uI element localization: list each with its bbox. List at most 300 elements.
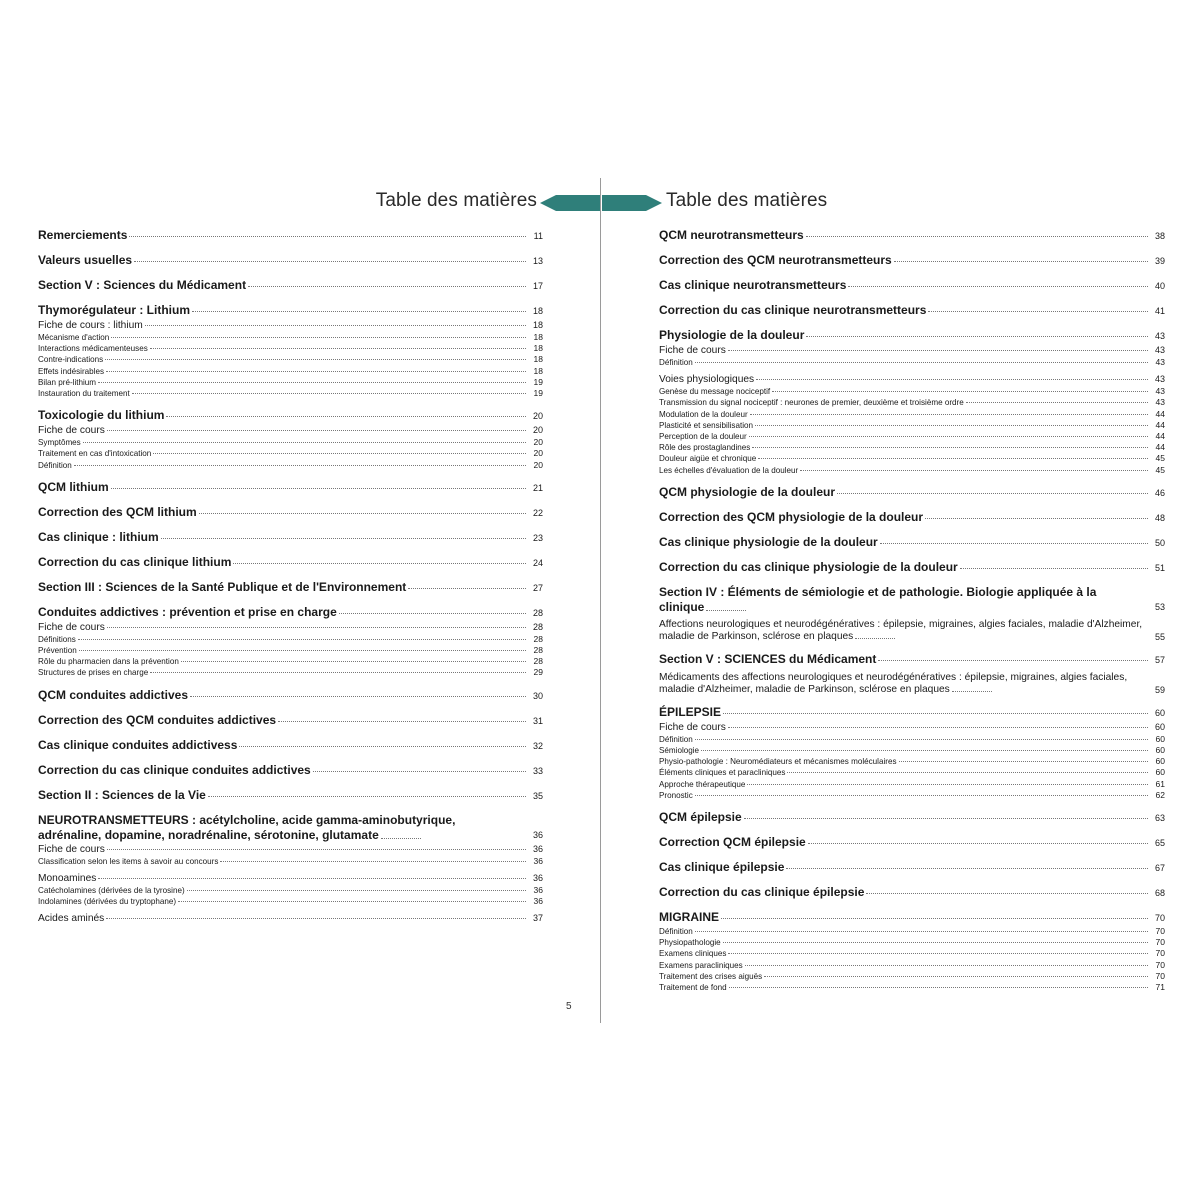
toc-entry[interactable] xyxy=(38,580,543,596)
toc-entry[interactable] xyxy=(659,228,1165,244)
dot-leader xyxy=(878,660,1148,661)
toc-entry-title: Cas clinique conduites addictivess xyxy=(38,737,238,752)
toc-entry-title: Fiche de cours xyxy=(38,843,105,855)
dot-leader xyxy=(728,350,1148,351)
toc-page-number: 32 xyxy=(532,740,543,751)
toc-entry[interactable] xyxy=(659,453,1165,464)
toc-entry[interactable] xyxy=(38,912,543,925)
toc-entry-title: Contre-indications xyxy=(38,355,104,365)
dot-leader xyxy=(728,727,1148,728)
toc-entry-line xyxy=(659,756,1165,767)
toc-entry[interactable] xyxy=(659,937,1165,948)
toc-entry[interactable] xyxy=(659,535,1165,551)
toc-entry-title: Mécanisme d'action xyxy=(38,333,110,342)
toc-page-number: 20 xyxy=(533,437,543,448)
toc-entry-title: Conduites addictives : prévention et prise en charge xyxy=(38,604,337,619)
toc-entry[interactable] xyxy=(38,872,543,885)
toc-entry[interactable] xyxy=(659,835,1165,851)
dot-leader xyxy=(150,672,526,673)
toc-entry[interactable] xyxy=(38,343,543,354)
toc-entry-title: Section IV : Éléments de sémiologie et de pathologie. Biologie appliquée à la clinique xyxy=(659,584,1097,614)
toc-page-number: 71 xyxy=(1155,982,1165,993)
toc-entry[interactable] xyxy=(659,926,1165,937)
toc-entry-title: Correction du cas clinique lithium xyxy=(38,554,232,569)
toc-page-number: 70 xyxy=(1154,913,1165,924)
toc-entry-line xyxy=(659,344,1165,357)
toc-page-number: 20 xyxy=(532,425,543,436)
toc-entry-title: Bilan pré-lithium xyxy=(38,377,97,387)
dot-leader xyxy=(150,348,526,349)
toc-entry-line xyxy=(38,856,543,867)
dot-leader xyxy=(764,976,1148,977)
toc-entry[interactable] xyxy=(659,442,1165,453)
toc-entry-title: Correction du cas clinique physiologie de la douleur xyxy=(659,559,958,574)
toc-entry[interactable] xyxy=(38,388,543,399)
dot-leader xyxy=(178,901,526,902)
toc-entry[interactable] xyxy=(659,810,1165,826)
page-title-right: Table des matières xyxy=(666,190,828,211)
toc-page-number: 44 xyxy=(1155,419,1165,430)
toc-entry-line xyxy=(38,319,543,332)
toc-entry[interactable] xyxy=(659,767,1165,778)
dot-leader xyxy=(381,838,421,839)
toc-entry[interactable] xyxy=(38,332,543,343)
toc-page-number: 51 xyxy=(1154,562,1165,573)
toc-entry-line xyxy=(659,885,1165,901)
toc-page-number: 31 xyxy=(532,715,543,726)
toc-entry-line xyxy=(38,278,543,294)
toc-entry[interactable] xyxy=(659,652,1165,668)
toc-page-number: 43 xyxy=(1155,386,1165,397)
toc-page-number: 70 xyxy=(1155,959,1165,970)
toc-entry-title: Examens cliniques xyxy=(659,949,727,959)
page-title-left: Table des matières xyxy=(375,190,537,211)
toc-entry-line xyxy=(659,948,1165,959)
toc-entry[interactable] xyxy=(38,738,543,754)
toc-entry[interactable] xyxy=(659,885,1165,901)
dot-leader xyxy=(187,890,526,891)
toc-entry-title: Correction des QCM conduites addictives xyxy=(38,712,277,727)
toc-entry[interactable] xyxy=(659,948,1165,959)
dot-leader xyxy=(199,513,526,514)
toc-entry-title: Plasticité et sensibilisation xyxy=(659,420,754,430)
dot-leader xyxy=(278,721,526,722)
gutter-divider xyxy=(600,178,601,1023)
dot-leader xyxy=(880,543,1148,544)
toc-entry[interactable] xyxy=(38,656,543,667)
dot-leader xyxy=(166,416,526,417)
toc-entry-title: Les échelles d'évaluation de la douleur xyxy=(659,465,799,475)
toc-page-number: 18 xyxy=(533,354,543,365)
dot-leader xyxy=(787,772,1148,773)
toc-entry-title: MIGRAINE xyxy=(659,910,719,925)
toc-entry-line xyxy=(659,328,1165,344)
toc-entry-title: Médicaments des affections neurologiques et neurodégénératives : épilepsie, migraines, algies faciales, maladie d'Alzheimer, maladie de Parkinson, sclérose en plaques xyxy=(659,671,1128,695)
toc-entry-title: Cas clinique physiologie de la douleur xyxy=(659,534,878,549)
toc-entry[interactable] xyxy=(38,530,543,546)
toc-entry-line xyxy=(659,510,1165,526)
dot-leader xyxy=(106,371,526,372)
toc-entry-title: Valeurs usuelles xyxy=(38,253,133,267)
toc-entry-title: QCM lithium xyxy=(38,479,109,494)
toc-entry-title: Instauration du traitement xyxy=(38,389,130,399)
toc-entry-line xyxy=(38,377,543,388)
toc-page-number: 43 xyxy=(1154,345,1165,355)
dot-leader xyxy=(723,942,1148,943)
toc-entry-line xyxy=(38,437,543,448)
toc-entry-line xyxy=(659,397,1165,408)
toc-entry[interactable] xyxy=(38,813,543,843)
dot-leader xyxy=(111,488,526,489)
dot-leader xyxy=(239,746,526,747)
toc-page-number: 21 xyxy=(532,482,543,493)
toc-entry[interactable] xyxy=(38,605,543,621)
toc-page-number: 60 xyxy=(1154,707,1165,718)
toc-entry[interactable] xyxy=(38,885,543,896)
toc-entry[interactable] xyxy=(659,465,1165,476)
toc-entry[interactable] xyxy=(659,960,1165,971)
toc-entry[interactable] xyxy=(659,672,1165,696)
toc-entry-title: Douleur aigüe et chronique xyxy=(659,454,757,464)
dot-leader xyxy=(161,538,526,539)
toc-entry-line xyxy=(38,713,543,729)
dot-leader xyxy=(107,849,526,850)
dot-leader xyxy=(728,953,1148,954)
toc-page-number: 67 xyxy=(1154,863,1165,874)
toc-entry-line xyxy=(659,619,1165,643)
toc-page-number: 60 xyxy=(1155,767,1165,778)
toc-page-number: 20 xyxy=(532,411,543,422)
toc-entry-title: Section V : SCIENCES du Médicament xyxy=(659,651,877,666)
toc-page-number: 13 xyxy=(532,256,543,266)
toc-entry-title: Traitement des crises aiguës xyxy=(659,971,763,981)
dot-leader xyxy=(83,442,526,443)
dot-leader xyxy=(153,453,526,454)
toc-entry[interactable] xyxy=(659,756,1165,767)
toc-entry[interactable] xyxy=(38,424,543,437)
toc-left-column xyxy=(38,228,543,925)
toc-entry[interactable] xyxy=(38,480,543,496)
dot-leader xyxy=(248,286,526,287)
toc-entry-title: Section II : Sciences de la Vie xyxy=(38,787,206,802)
toc-entry-line xyxy=(659,790,1165,801)
toc-page-number: 28 xyxy=(532,621,543,632)
dot-leader xyxy=(894,261,1148,262)
toc-entry[interactable] xyxy=(38,843,543,856)
toc-entry[interactable] xyxy=(38,437,543,448)
toc-entry-title: Traitement en cas d'intoxication xyxy=(38,449,152,459)
toc-page-number: 18 xyxy=(533,343,543,354)
toc-page-number: 19 xyxy=(533,376,543,387)
toc-entry-title: Physio-pathologie : Neuromédiateurs et mécanismes moléculaires xyxy=(659,757,897,767)
toc-entry[interactable] xyxy=(659,253,1165,269)
toc-page-number: 35 xyxy=(532,790,543,801)
toc-entry[interactable] xyxy=(659,705,1165,721)
toc-page-number: 28 xyxy=(532,607,543,618)
toc-entry-title: Cas clinique épilepsie xyxy=(659,860,785,875)
toc-entry-title: Section V : Sciences du Médicament xyxy=(38,278,247,292)
toc-entry-title: Fiche de cours xyxy=(659,721,726,733)
toc-page-number: 44 xyxy=(1155,442,1165,453)
dot-leader xyxy=(105,359,526,360)
dot-leader xyxy=(220,861,526,862)
toc-page-number: 43 xyxy=(1155,357,1165,367)
dot-leader xyxy=(111,337,526,338)
dot-leader xyxy=(952,691,992,692)
dot-leader xyxy=(752,447,1148,448)
toc-entry-line xyxy=(38,505,543,521)
toc-entry-title: Fiche de cours : lithium xyxy=(38,320,143,331)
dot-leader xyxy=(107,430,526,431)
toc-entry[interactable] xyxy=(38,713,543,729)
toc-entry-line xyxy=(659,910,1165,926)
toc-entry-title: Rôle du pharmacien dans la prévention xyxy=(38,657,179,667)
toc-entry[interactable] xyxy=(38,667,543,678)
toc-entry-title: QCM physiologie de la douleur xyxy=(659,484,836,499)
toc-entry-line xyxy=(659,357,1165,368)
toc-entry-title: Examens paracliniques xyxy=(659,960,743,970)
toc-entry[interactable] xyxy=(38,505,543,521)
toc-page-number: 60 xyxy=(1155,745,1165,756)
toc-entry[interactable] xyxy=(659,721,1165,734)
toc-entry-line xyxy=(38,872,543,885)
toc-page-number: 19 xyxy=(533,388,543,399)
toc-entry-title: ÉPILEPSIE xyxy=(659,704,722,719)
toc-entry-title: Pronostic xyxy=(659,790,693,800)
dot-leader xyxy=(749,436,1148,437)
toc-entry-title: Structures de prises en charge xyxy=(38,668,149,678)
toc-entry[interactable] xyxy=(38,788,543,804)
toc-page-number: 18 xyxy=(532,306,543,316)
toc-page-number: 62 xyxy=(1155,789,1165,800)
toc-entry-line xyxy=(659,253,1165,269)
toc-entry[interactable] xyxy=(38,278,543,294)
toc-page-number: 36 xyxy=(533,884,543,895)
toc-page-number: 38 xyxy=(1154,231,1165,241)
toc-page-number: 60 xyxy=(1155,756,1165,767)
dot-leader xyxy=(786,868,1148,869)
toc-page-number: 45 xyxy=(1155,453,1165,464)
toc-entry-title: Traitement de fond xyxy=(659,983,727,993)
toc-entry-line xyxy=(38,460,543,471)
toc-entry[interactable] xyxy=(659,971,1165,982)
dot-leader xyxy=(339,613,526,614)
toc-entry[interactable] xyxy=(38,319,543,332)
dot-leader xyxy=(98,382,526,383)
dot-leader xyxy=(960,568,1148,569)
toc-entry[interactable] xyxy=(659,585,1165,615)
dot-leader xyxy=(701,750,1148,751)
toc-entry[interactable] xyxy=(38,377,543,388)
dot-leader xyxy=(107,627,526,628)
toc-entry-line xyxy=(659,960,1165,971)
dot-leader xyxy=(747,784,1148,785)
toc-entry-line xyxy=(38,912,543,925)
toc-entry-line xyxy=(659,585,1165,615)
toc-page-number: 37 xyxy=(532,913,543,924)
toc-page-number: 36 xyxy=(533,855,543,866)
toc-page-number: 36 xyxy=(533,896,543,907)
toc-entry[interactable] xyxy=(38,253,543,269)
dot-leader xyxy=(74,465,526,466)
toc-entry-line xyxy=(659,652,1165,668)
toc-entry[interactable] xyxy=(659,910,1165,926)
toc-entry-line xyxy=(659,485,1165,501)
toc-entry[interactable] xyxy=(659,397,1165,408)
toc-page-number: 20 xyxy=(533,459,543,470)
toc-entry[interactable] xyxy=(38,621,543,634)
toc-entry[interactable] xyxy=(659,420,1165,431)
toc-entry-title: Correction du cas clinique neurotransmetteurs xyxy=(659,303,927,317)
toc-entry[interactable] xyxy=(659,386,1165,397)
toc-entry-title: Correction des QCM physiologie de la douleur xyxy=(659,509,924,524)
toc-entry[interactable] xyxy=(38,856,543,867)
toc-page-number: 28 xyxy=(533,633,543,644)
toc-entry[interactable] xyxy=(659,485,1165,501)
toc-entry[interactable] xyxy=(38,896,543,907)
toc-entry[interactable] xyxy=(38,645,543,656)
toc-entry[interactable] xyxy=(659,982,1165,993)
toc-entry[interactable] xyxy=(38,228,543,244)
dot-leader xyxy=(98,878,526,879)
toc-entry-title: Thymorégulateur : Lithium xyxy=(38,303,191,317)
toc-page-number: 41 xyxy=(1154,306,1165,316)
toc-entry-title: Définition xyxy=(659,358,693,367)
toc-entry-line xyxy=(659,721,1165,734)
dot-leader xyxy=(408,588,526,589)
toc-page-number: 18 xyxy=(533,332,543,342)
toc-entry[interactable] xyxy=(659,373,1165,386)
toc-entry-title: Effets indésirables xyxy=(38,366,104,376)
toc-entry[interactable] xyxy=(659,328,1165,344)
dot-leader xyxy=(78,639,526,640)
toc-entry-line xyxy=(659,982,1165,993)
toc-entry-title: Correction des QCM lithium xyxy=(38,504,197,519)
toc-entry[interactable] xyxy=(659,278,1165,294)
toc-entry-line xyxy=(38,253,543,269)
toc-entry[interactable] xyxy=(659,779,1165,790)
toc-entry[interactable] xyxy=(38,763,543,779)
dot-leader xyxy=(928,311,1148,312)
toc-page-number: 30 xyxy=(532,690,543,701)
toc-entry-line xyxy=(38,354,543,365)
dot-leader xyxy=(313,771,526,772)
toc-entry[interactable] xyxy=(659,745,1165,756)
toc-entry-title: Section III : Sciences de la Santé Publique et de l'Environnement xyxy=(38,579,407,594)
toc-entry[interactable] xyxy=(38,408,543,424)
toc-entry-line xyxy=(659,535,1165,551)
toc-entry-title: Affections neurologiques et neurodégénératives : épilepsie, migraines, algies faciales, maladie d'Alzheimer, maladie de Parkinson, sclérose en plaques xyxy=(659,618,1143,642)
toc-entry-line xyxy=(659,672,1165,696)
toc-entry-line xyxy=(659,409,1165,420)
toc-entry[interactable] xyxy=(659,734,1165,745)
toc-entry-line xyxy=(38,843,543,856)
toc-entry-line xyxy=(659,937,1165,948)
toc-entry[interactable] xyxy=(659,344,1165,357)
toc-page-number: 60 xyxy=(1154,721,1165,732)
toc-page-number: 70 xyxy=(1155,948,1165,959)
toc-page-number: 33 xyxy=(532,765,543,776)
toc-page-number: 44 xyxy=(1155,408,1165,419)
toc-entry[interactable] xyxy=(659,860,1165,876)
toc-entry[interactable] xyxy=(38,366,543,377)
toc-page-number: 18 xyxy=(532,320,543,330)
toc-entry[interactable] xyxy=(38,354,543,365)
toc-entry-title: Toxicologie du lithium xyxy=(38,408,165,423)
toc-page-number: 24 xyxy=(532,557,543,568)
toc-entry-line xyxy=(659,453,1165,464)
toc-entry[interactable] xyxy=(659,560,1165,576)
dot-leader xyxy=(745,965,1148,966)
toc-entry-title: Correction QCM épilepsie xyxy=(659,835,806,850)
toc-entry[interactable] xyxy=(659,619,1165,643)
toc-entry[interactable] xyxy=(38,448,543,459)
toc-entry-line xyxy=(38,408,543,424)
toc-page-number: 17 xyxy=(532,281,543,291)
dot-leader xyxy=(695,362,1148,363)
toc-entry-title: Définition xyxy=(659,927,693,937)
double-arrow-banner-icon xyxy=(540,194,662,212)
toc-entry-title: Cas clinique neurotransmetteurs xyxy=(659,278,847,292)
toc-entry-line xyxy=(38,605,543,621)
toc-entry[interactable] xyxy=(38,555,543,571)
toc-page-number: 63 xyxy=(1154,813,1165,824)
toc-entry[interactable] xyxy=(659,431,1165,442)
toc-page-number: 28 xyxy=(533,656,543,667)
toc-entry[interactable] xyxy=(38,634,543,645)
toc-entry-title: Fiche de cours xyxy=(38,425,105,437)
toc-entry-line xyxy=(659,926,1165,937)
dot-leader xyxy=(866,893,1148,894)
toc-entry-title: QCM épilepsie xyxy=(659,810,742,825)
toc-entry-line xyxy=(38,788,543,804)
toc-entry[interactable] xyxy=(38,460,543,471)
toc-entry[interactable] xyxy=(38,303,543,319)
toc-entry-line xyxy=(38,530,543,546)
toc-page-number: 46 xyxy=(1154,487,1165,498)
dot-leader xyxy=(966,402,1148,403)
toc-entry-line xyxy=(38,228,543,244)
toc-entry-line xyxy=(38,580,543,596)
toc-page-number: 57 xyxy=(1154,654,1165,665)
toc-page-number: 36 xyxy=(532,872,543,883)
toc-entry-title: QCM conduites addictives xyxy=(38,687,189,702)
toc-entry[interactable] xyxy=(38,688,543,704)
toc-entry[interactable] xyxy=(659,790,1165,801)
dot-leader xyxy=(772,391,1148,392)
toc-entry-line xyxy=(38,366,543,377)
toc-entry-line xyxy=(38,738,543,754)
toc-entry[interactable] xyxy=(659,357,1165,368)
toc-entry-line xyxy=(38,634,543,645)
toc-entry[interactable] xyxy=(659,303,1165,319)
toc-entry-line xyxy=(659,303,1165,319)
toc-page-number: 43 xyxy=(1155,397,1165,408)
toc-page-number: 29 xyxy=(533,667,543,678)
toc-entry[interactable] xyxy=(659,409,1165,420)
toc-entry-line xyxy=(38,621,543,634)
toc-entry[interactable] xyxy=(659,510,1165,526)
toc-page-number: 36 xyxy=(532,843,543,854)
toc-entry-line xyxy=(38,645,543,656)
toc-entry-title: Acides aminés xyxy=(38,913,105,925)
toc-entry-title: Modulation de la douleur xyxy=(659,409,748,419)
toc-entry-line xyxy=(659,835,1165,851)
dot-leader xyxy=(723,713,1148,714)
toc-entry-line xyxy=(38,555,543,571)
dot-leader xyxy=(695,931,1148,932)
dot-leader xyxy=(806,336,1148,337)
